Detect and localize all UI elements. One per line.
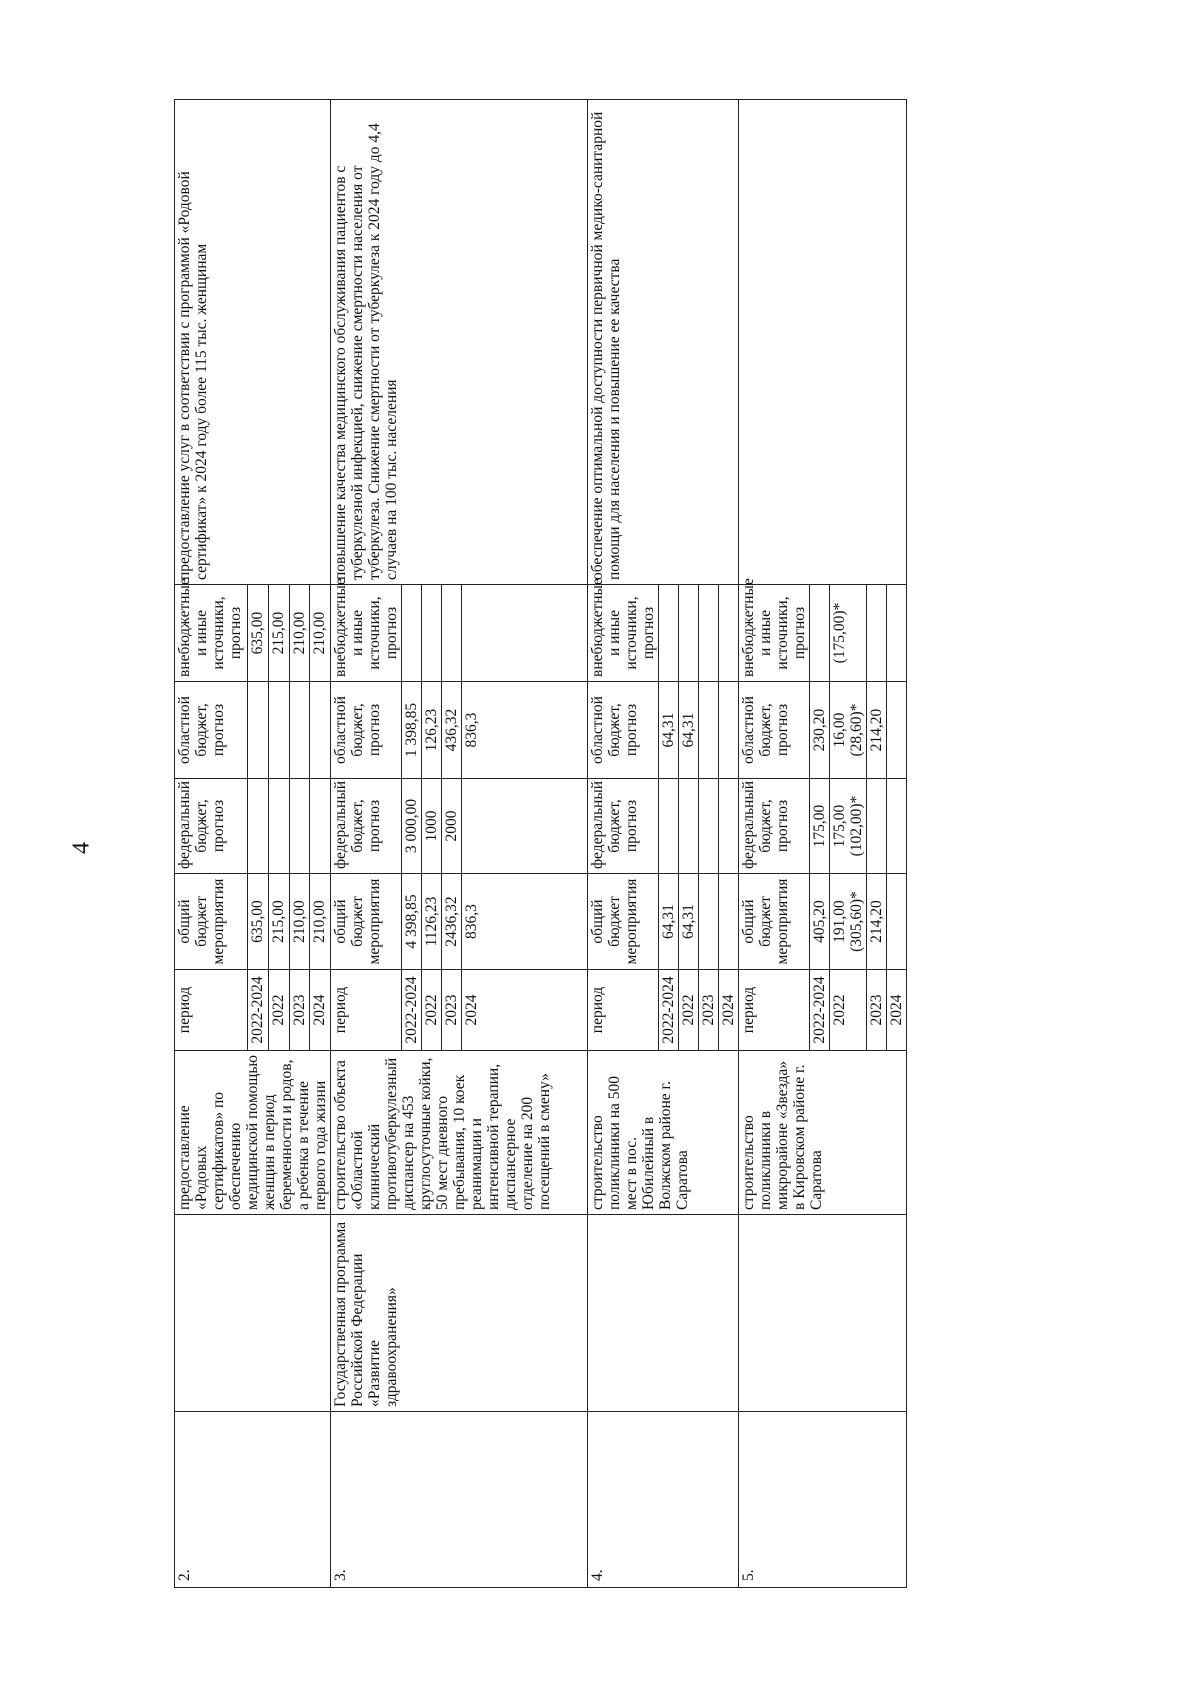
regional-value-cell [719, 682, 739, 779]
federal-value-cell [289, 779, 310, 874]
federal-value-cell [887, 779, 907, 874]
federal-value-cell [679, 779, 699, 874]
regional-value-cell: 64,31 [659, 682, 679, 779]
period-cell: 2024 [462, 970, 588, 1051]
table-body [175, 100, 907, 1588]
extra-header-cell: внебюджетные и иные источники, прогноз [331, 585, 402, 682]
regional-value-cell: 16,00 (28,60)* [830, 682, 867, 779]
extra-value-cell [719, 585, 739, 682]
regional-value-cell [289, 682, 310, 779]
period-cell: 2022-2024 [659, 970, 679, 1051]
extra-value-cell [422, 585, 442, 682]
event-cell: строительство поликлиники на 500 мест в пос. Юбилейный в Волжском районе г. Саратова [588, 1051, 739, 1215]
total-header-cell: общий бюджет мероприятия [739, 874, 810, 970]
federal-value-cell: 1000 [422, 779, 442, 874]
federal-value-cell [867, 779, 887, 874]
event-cell: предоставление «Родовых сертификатов» по обеспечению медицинской помощью женщин в период беременности и родов, а ребенка в течение первого года жизни [175, 1051, 331, 1215]
federal-value-cell [269, 779, 290, 874]
extra-header-cell: внебюджетные и иные источники, прогноз [739, 585, 810, 682]
extra-value-cell [810, 585, 830, 682]
period-cell: 2023 [289, 970, 310, 1051]
page-number: 4 [68, 842, 95, 854]
regional-header-cell: областной бюджет, прогноз [739, 682, 810, 779]
regional-value-cell: 64,31 [679, 682, 699, 779]
result-cell: обеспечение оптимальной доступности первичной медико-санитарной помощи для населения и повышение ее качества [588, 100, 739, 585]
federal-value-cell: 175,00 (102,00)* [830, 779, 867, 874]
extra-value-cell: (175,00)* [830, 585, 867, 682]
federal-header-cell: федеральный бюджет, прогноз [331, 779, 402, 874]
budget-table [174, 99, 907, 1588]
regional-value-cell: 214,20 [867, 682, 887, 779]
period-cell: 2024 [887, 970, 907, 1051]
regional-value-cell [310, 682, 331, 779]
extra-value-cell: 210,00 [310, 585, 331, 682]
extra-value-cell [887, 585, 907, 682]
total-value-cell: 4 398,85 [402, 874, 422, 970]
event-cell: строительство объекта «Областной клинический противотуберкулезный диспансер на 453 круглосуточные койки, 50 мест дневного пребывания, 10 коек реанимации и интенсивной терапии, диспансерное отделение на 200 посещений в смену» [331, 1051, 588, 1215]
federal-value-cell [248, 779, 269, 874]
period-cell: 2023 [699, 970, 719, 1051]
row-number-cell: 3. [331, 1412, 588, 1588]
program-cell [588, 1215, 739, 1412]
period-cell: 2022 [830, 970, 867, 1051]
period-cell: 2023 [442, 970, 462, 1051]
period-header-cell: период [175, 970, 248, 1051]
regional-value-cell [887, 682, 907, 779]
regional-value-cell [248, 682, 269, 779]
federal-value-cell: 3 000,00 [402, 779, 422, 874]
period-cell: 2022-2024 [402, 970, 422, 1051]
period-cell: 2024 [719, 970, 739, 1051]
federal-value-cell [462, 779, 588, 874]
total-value-cell: 2436,32 [442, 874, 462, 970]
extra-value-cell: 635,00 [248, 585, 269, 682]
event-cell: строительство поликлиники в микрорайоне «Звезда» в Кировском районе г. Саратова [739, 1051, 907, 1215]
period-cell: 2022 [679, 970, 699, 1051]
rotated-table-container [174, 100, 1094, 1588]
federal-value-cell: 175,00 [810, 779, 830, 874]
regional-value-cell: 1 398,85 [402, 682, 422, 779]
program-cell [739, 1215, 907, 1412]
period-header-cell: период [739, 970, 810, 1051]
extra-header-cell: внебюджетные и иные источники, прогноз [175, 585, 248, 682]
total-value-cell: 836,3 [462, 874, 588, 970]
table-row [588, 100, 659, 1588]
federal-header-cell: федеральный бюджет, прогноз [175, 779, 248, 874]
total-header-cell: общий бюджет мероприятия [588, 874, 659, 970]
federal-value-cell [699, 779, 719, 874]
regional-value-cell: 436,32 [442, 682, 462, 779]
row-number-cell: 4. [588, 1412, 739, 1588]
extra-value-cell: 215,00 [269, 585, 290, 682]
period-cell: 2023 [867, 970, 887, 1051]
result-cell: повышение качества медицинского обслуживания пациентов с туберкулезной инфекцией, снижение смертности населения от туберкулеза. Снижение смертности от туберкулеза к 2024 году до 4,4 случаев на 100 тыс. населения [331, 100, 588, 585]
period-cell: 2022 [269, 970, 290, 1051]
program-cell [175, 1215, 331, 1412]
extra-value-cell [402, 585, 422, 682]
total-value-cell: 191,00 (305,60)* [830, 874, 867, 970]
regional-header-cell: областной бюджет, прогноз [331, 682, 402, 779]
regional-value-cell: 126,23 [422, 682, 442, 779]
extra-value-cell [867, 585, 887, 682]
federal-value-cell [659, 779, 679, 874]
federal-header-cell: федеральный бюджет, прогноз [588, 779, 659, 874]
total-value-cell: 1126,23 [422, 874, 442, 970]
total-value-cell: 210,00 [310, 874, 331, 970]
total-value-cell: 635,00 [248, 874, 269, 970]
federal-header-cell: федеральный бюджет, прогноз [739, 779, 810, 874]
total-value-cell: 210,00 [289, 874, 310, 970]
regional-header-cell: областной бюджет, прогноз [175, 682, 248, 779]
period-cell: 2022-2024 [810, 970, 830, 1051]
total-value-cell: 64,31 [679, 874, 699, 970]
table-row [175, 100, 248, 1588]
period-cell: 2022-2024 [248, 970, 269, 1051]
federal-value-cell [310, 779, 331, 874]
total-value-cell: 215,00 [269, 874, 290, 970]
period-header-cell: период [588, 970, 659, 1051]
regional-value-cell: 836,3 [462, 682, 588, 779]
regional-value-cell [269, 682, 290, 779]
program-cell: Государственная программа Российской Федерации «Развитие здравоохранения» [331, 1215, 588, 1412]
regional-value-cell: 230,20 [810, 682, 830, 779]
regional-value-cell [699, 682, 719, 779]
federal-value-cell [719, 779, 739, 874]
extra-value-cell [699, 585, 719, 682]
total-header-cell: общий бюджет мероприятия [331, 874, 402, 970]
row-number-cell: 2. [175, 1412, 331, 1588]
federal-value-cell: 2000 [442, 779, 462, 874]
period-cell: 2022 [422, 970, 442, 1051]
extra-value-cell [679, 585, 699, 682]
total-value-cell: 405,20 [810, 874, 830, 970]
total-value-cell [699, 874, 719, 970]
row-number-cell: 5. [739, 1412, 907, 1588]
result-cell [739, 100, 907, 585]
result-cell: предоставление услуг в соответствии с программой «Родовой сертификат» к 2024 году более 115 тыс. женщинам [175, 100, 331, 585]
table-row [331, 100, 402, 1588]
period-cell: 2024 [310, 970, 331, 1051]
total-value-cell: 64,31 [659, 874, 679, 970]
extra-value-cell: 210,00 [289, 585, 310, 682]
extra-value-cell [442, 585, 462, 682]
total-header-cell: общий бюджет мероприятия [175, 874, 248, 970]
total-value-cell [719, 874, 739, 970]
total-value-cell [887, 874, 907, 970]
extra-value-cell [462, 585, 588, 682]
total-value-cell: 214,20 [867, 874, 887, 970]
extra-header-cell: внебюджетные и иные источники, прогноз [588, 585, 659, 682]
extra-value-cell [659, 585, 679, 682]
regional-header-cell: областной бюджет, прогноз [588, 682, 659, 779]
table-row [739, 100, 810, 1588]
period-header-cell: период [331, 970, 402, 1051]
